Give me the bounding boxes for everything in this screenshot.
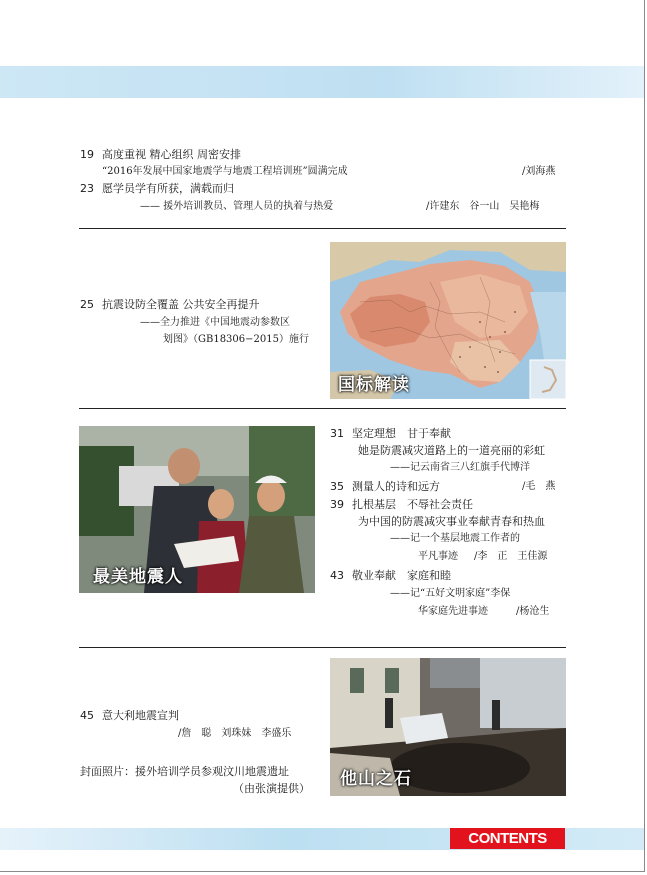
street-photo[interactable]: [330, 658, 566, 796]
toc-title: 高度重视 精心组织 周密安排: [102, 148, 241, 161]
toc-subtitle: 划图》（GB18306−2015）施行: [163, 334, 309, 345]
cover-caption: 封面照片：援外培训学员参观汶川地震遗址: [80, 765, 289, 778]
toc-author: /许建东 谷一山 吴艳梅: [426, 201, 540, 212]
toc-number: 45: [80, 709, 94, 722]
map-image[interactable]: [330, 242, 566, 399]
toc-number: 43: [330, 569, 344, 582]
section-divider: [79, 408, 566, 409]
toc-entry-23[interactable]: [80, 182, 234, 195]
toc-title: 愿学员学有所获，满载而归: [102, 182, 234, 195]
toc-subtitle: “2016年发展中国家地震学与地震工程培训班”圆满完成: [102, 166, 348, 177]
toc-title: 抗震设防全覆盖 公共安全再提升: [102, 298, 260, 311]
toc-entry-25[interactable]: [80, 298, 260, 311]
toc-subtitle: ——记一个基层地震工作者的: [390, 533, 520, 544]
toc-number: 19: [80, 148, 94, 161]
toc-number: 31: [330, 427, 344, 440]
contents-tag: CONTENTS: [450, 828, 565, 849]
cover-credit: （由张演提供）: [233, 782, 310, 795]
toc-subtitle: 她是防震减灾道路上的一道亮丽的彩虹: [358, 444, 545, 457]
toc-title: 敬业奉献 家庭和睦: [352, 569, 451, 582]
toc-subtitle: ——记“五好文明家庭”李保: [390, 588, 511, 599]
toc-number: 35: [330, 480, 344, 493]
image-label: 最美地震人: [93, 567, 183, 587]
toc-entry-45[interactable]: [80, 709, 179, 722]
toc-author: /杨沧生: [516, 606, 550, 617]
toc-title: 意大利地震宣判: [102, 709, 179, 722]
toc-author: /詹 聪 刘珠妹 李盛乐: [178, 728, 292, 739]
toc-title: 测量人的诗和远方: [352, 480, 440, 493]
toc-number: 23: [80, 182, 94, 195]
people-photo[interactable]: [79, 426, 315, 593]
toc-author: /刘海燕: [522, 166, 556, 177]
toc-author: /李 正 王佳源: [474, 551, 548, 562]
toc-entry-43[interactable]: [330, 569, 451, 582]
image-label: 他山之石: [340, 769, 412, 789]
toc-entry-19[interactable]: [80, 148, 241, 161]
toc-subtitle: 平凡事迹: [418, 551, 458, 562]
toc-title: 坚定理想 甘于奉献: [352, 427, 451, 440]
toc-title: 扎根基层 不辱社会责任: [352, 498, 473, 511]
section-divider: [79, 228, 566, 229]
toc-subtitle: 华家庭先进事迹: [418, 606, 488, 617]
toc-subtitle: ——全力推进《中国地震动参数区: [140, 317, 290, 328]
section-divider: [79, 647, 566, 648]
toc-subtitle: 为中国的防震减灾事业奉献青春和热血: [358, 515, 545, 528]
toc-subtitle: —— 援外培训教员、管理人员的执着与热爱: [140, 201, 334, 212]
header-band: [0, 66, 644, 98]
toc-number: 25: [80, 298, 94, 311]
toc-entry-35[interactable]: [330, 480, 440, 493]
toc-author: /毛 燕: [522, 481, 556, 492]
image-label: 国标解读: [338, 375, 410, 395]
toc-number: 39: [330, 498, 344, 511]
toc-subtitle: ——记云南省三八红旗手代博洋: [390, 462, 530, 473]
toc-entry-39[interactable]: [330, 498, 473, 511]
toc-entry-31[interactable]: [330, 427, 451, 440]
